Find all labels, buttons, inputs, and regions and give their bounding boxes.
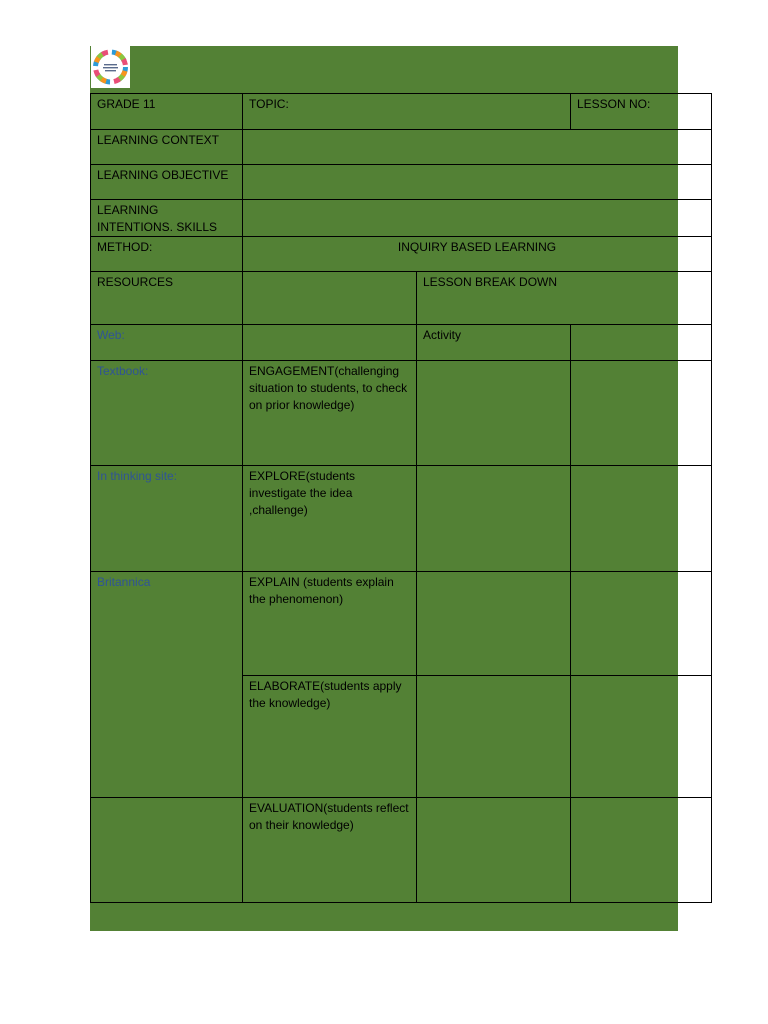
grade-cell: GRADE 11 bbox=[91, 94, 243, 130]
learning-context-row bbox=[91, 130, 712, 165]
resources-blank bbox=[243, 272, 417, 325]
learning-objective-value bbox=[243, 165, 712, 200]
topic-cell: TOPIC: bbox=[243, 94, 571, 130]
resources-label: RESOURCES bbox=[91, 272, 243, 325]
method-row bbox=[91, 237, 712, 272]
evaluation-row bbox=[91, 798, 712, 903]
explain-activity bbox=[417, 572, 571, 676]
evaluation-phase: EVALUATION(students reflect on their knowledge) bbox=[243, 798, 417, 903]
explain-phase: EXPLAIN (students explain the phenomenon) bbox=[243, 572, 417, 676]
explain-row bbox=[91, 572, 712, 676]
resources-row bbox=[91, 272, 712, 325]
learning-objective-row bbox=[91, 165, 712, 200]
learning-objective-label: LEARNING OBJECTIVE bbox=[91, 165, 243, 200]
britannica-resource-link[interactable]: Britannica bbox=[91, 572, 243, 798]
learning-context-value bbox=[243, 130, 712, 165]
web-blank bbox=[243, 325, 417, 361]
engagement-notes bbox=[571, 361, 712, 466]
engagement-row bbox=[91, 361, 712, 466]
learning-intentions-label: LEARNING INTENTIONS. SKILLS bbox=[91, 200, 243, 237]
lesson-plan-table bbox=[90, 93, 712, 903]
explore-activity bbox=[417, 466, 571, 572]
evaluation-resource-blank bbox=[91, 798, 243, 903]
evaluation-activity bbox=[417, 798, 571, 903]
web-row bbox=[91, 325, 712, 361]
web-resource-link[interactable]: Web: bbox=[91, 325, 243, 361]
lesson-no-cell: LESSON NO: bbox=[571, 94, 712, 130]
elaborate-activity bbox=[417, 676, 571, 798]
engagement-activity bbox=[417, 361, 571, 466]
method-value: INQUIRY BASED LEARNING bbox=[243, 237, 712, 272]
explore-row bbox=[91, 466, 712, 572]
elaborate-phase: ELABORATE(students apply the knowledge) bbox=[243, 676, 417, 798]
header-row bbox=[91, 94, 712, 130]
school-logo-icon bbox=[91, 46, 130, 88]
lesson-break-down-label: LESSON BREAK DOWN bbox=[417, 272, 712, 325]
evaluation-notes bbox=[571, 798, 712, 903]
in-thinking-site-link[interactable]: In thinking site: bbox=[91, 466, 243, 572]
engagement-phase: ENGAGEMENT(challenging situation to students, to check on prior knowledge) bbox=[243, 361, 417, 466]
method-label: METHOD: bbox=[91, 237, 243, 272]
learning-context-label: LEARNING CONTEXT bbox=[91, 130, 243, 165]
textbook-resource-link[interactable]: Textbook: bbox=[91, 361, 243, 466]
explore-notes bbox=[571, 466, 712, 572]
explore-phase: EXPLORE(students investigate the idea ,challenge) bbox=[243, 466, 417, 572]
activity-label: Activity bbox=[417, 325, 571, 361]
learning-intentions-value bbox=[243, 200, 712, 237]
explain-notes bbox=[571, 572, 712, 676]
learning-intentions-row bbox=[91, 200, 712, 237]
elaborate-notes bbox=[571, 676, 712, 798]
activity-blank bbox=[571, 325, 712, 361]
